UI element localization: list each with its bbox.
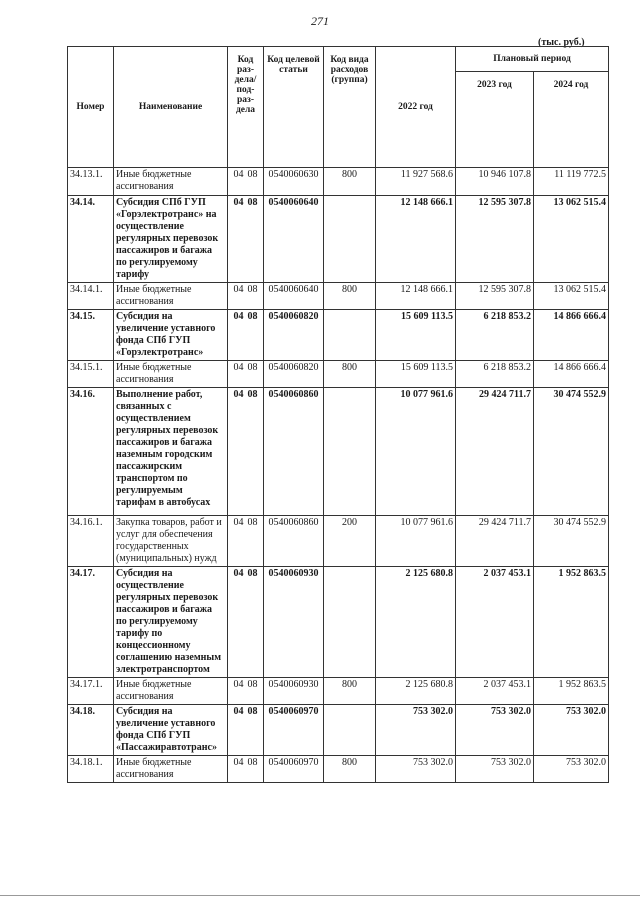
row-subsection: 08: [247, 169, 258, 180]
row-article-code: 0540060860: [264, 516, 324, 567]
row-value-2024: 30 474 552.9: [534, 388, 609, 516]
row-name: Субсидия на увеличение уставного фонда СПб ГУП «Горэлектротранс»: [114, 310, 228, 361]
row-name: Закупка товаров, работ и услуг для обеспечения государственных (муниципальных) нужд: [114, 516, 228, 567]
table-row: [68, 705, 609, 756]
row-subsection: 08: [247, 568, 258, 579]
row-article-code: 0540060630: [264, 168, 324, 196]
row-subsection: 08: [247, 197, 258, 208]
row-section: 04: [233, 679, 244, 690]
row-number: 34.17.: [68, 567, 114, 678]
row-name: Выполнение работ, связанных с осуществлением регулярных перевозок пассажиров и багажа наземным городским пассажирским транспортом по регулируемым тарифам в автобусах: [114, 388, 228, 516]
row-subsection: 08: [247, 517, 258, 528]
row-section-code: [228, 567, 264, 678]
row-value-2023: 2 037 453.1: [456, 678, 534, 705]
row-expense-type: [324, 196, 376, 283]
table-row: [68, 567, 609, 678]
row-value-2022: 753 302.0: [376, 705, 456, 756]
row-section: 04: [233, 389, 244, 400]
header-year-2022: 2022 год: [376, 47, 456, 168]
row-section: 04: [233, 362, 244, 373]
row-value-2024: 1 952 863.5: [534, 567, 609, 678]
row-section-code: [228, 361, 264, 388]
row-number: 34.18.: [68, 705, 114, 756]
table-row: [68, 756, 609, 783]
row-value-2024: 13 062 515.4: [534, 196, 609, 283]
row-section-code: [228, 196, 264, 283]
row-subsection: 08: [247, 757, 258, 768]
row-value-2022: 12 148 666.1: [376, 196, 456, 283]
row-value-2022: 2 125 680.8: [376, 567, 456, 678]
row-expense-type: 800: [324, 678, 376, 705]
row-value-2024: 1 952 863.5: [534, 678, 609, 705]
row-number: 34.18.1.: [68, 756, 114, 783]
row-value-2023: 10 946 107.8: [456, 168, 534, 196]
table-row: [68, 168, 609, 196]
row-subsection: 08: [247, 679, 258, 690]
row-article-code: 0540060930: [264, 678, 324, 705]
header-expense-type-code: Код вида расходов (группа): [324, 47, 376, 168]
row-value-2024: 753 302.0: [534, 756, 609, 783]
row-value-2024: 11 119 772.5: [534, 168, 609, 196]
row-value-2023: 6 218 853.2: [456, 361, 534, 388]
row-value-2023: 753 302.0: [456, 756, 534, 783]
row-article-code: 0540060970: [264, 705, 324, 756]
row-number: 34.16.: [68, 388, 114, 516]
row-subsection: 08: [247, 706, 258, 717]
row-expense-type: 800: [324, 283, 376, 310]
row-expense-type: 800: [324, 361, 376, 388]
row-name: Субсидия СПб ГУП «Горэлектротранс» на осуществление регулярных перевозок пассажиров и багажа по регулируемому тарифу: [114, 196, 228, 283]
row-expense-type: 800: [324, 756, 376, 783]
row-number: 34.15.1.: [68, 361, 114, 388]
row-subsection: 08: [247, 362, 258, 373]
row-article-code: 0540060970: [264, 756, 324, 783]
row-value-2022: 10 077 961.6: [376, 388, 456, 516]
row-subsection: 08: [247, 284, 258, 295]
row-name: Иные бюджетные ассигнования: [114, 361, 228, 388]
row-section-code: [228, 678, 264, 705]
row-section-code: [228, 310, 264, 361]
row-section: 04: [233, 197, 244, 208]
row-expense-type: [324, 705, 376, 756]
row-section-code: [228, 756, 264, 783]
header-article-code: Код целевой статьи: [264, 47, 324, 168]
table-row: [68, 283, 609, 310]
row-value-2024: 30 474 552.9: [534, 516, 609, 567]
row-value-2023: 29 424 711.7: [456, 516, 534, 567]
table-row: [68, 310, 609, 361]
row-value-2023: 12 595 307.8: [456, 283, 534, 310]
row-article-code: 0540060930: [264, 567, 324, 678]
row-expense-type: [324, 310, 376, 361]
row-value-2023: 12 595 307.8: [456, 196, 534, 283]
row-section: 04: [233, 757, 244, 768]
row-value-2022: 15 609 113.5: [376, 310, 456, 361]
row-value-2024: 13 062 515.4: [534, 283, 609, 310]
row-section: 04: [233, 568, 244, 579]
row-number: 34.14.: [68, 196, 114, 283]
row-value-2022: 11 927 568.6: [376, 168, 456, 196]
header-plan-period: Плановый период: [456, 47, 609, 72]
row-section-code: [228, 516, 264, 567]
row-section: 04: [233, 517, 244, 528]
row-value-2023: 29 424 711.7: [456, 388, 534, 516]
row-section: 04: [233, 311, 244, 322]
row-section-code: [228, 388, 264, 516]
header-number: Номер: [68, 47, 114, 168]
page-number: 271: [311, 14, 329, 28]
row-article-code: 0540060860: [264, 388, 324, 516]
row-value-2022: 15 609 113.5: [376, 361, 456, 388]
header-year-2023: 2023 год: [456, 72, 534, 168]
header-year-2024: 2024 год: [534, 72, 609, 168]
row-value-2023: 6 218 853.2: [456, 310, 534, 361]
row-section-code: [228, 283, 264, 310]
row-value-2022: 2 125 680.8: [376, 678, 456, 705]
units-label: (тыс. руб.): [538, 37, 585, 48]
row-number: 34.15.: [68, 310, 114, 361]
bottom-rule: [0, 895, 640, 896]
row-value-2023: 2 037 453.1: [456, 567, 534, 678]
row-expense-type: [324, 388, 376, 516]
table-row: [68, 678, 609, 705]
row-section-code: [228, 168, 264, 196]
row-value-2022: 753 302.0: [376, 756, 456, 783]
table-row: [68, 516, 609, 567]
row-name: Иные бюджетные ассигнования: [114, 678, 228, 705]
row-number: 34.14.1.: [68, 283, 114, 310]
row-value-2024: 14 866 666.4: [534, 310, 609, 361]
row-number: 34.13.1.: [68, 168, 114, 196]
row-expense-type: [324, 567, 376, 678]
row-article-code: 0540060820: [264, 361, 324, 388]
table-row: [68, 196, 609, 283]
row-number: 34.16.1.: [68, 516, 114, 567]
row-name: Иные бюджетные ассигнования: [114, 283, 228, 310]
table-row: [68, 361, 609, 388]
table-row: [68, 388, 609, 516]
row-section: 04: [233, 706, 244, 717]
budget-table: [67, 46, 609, 783]
row-section: 04: [233, 169, 244, 180]
row-number: 34.17.1.: [68, 678, 114, 705]
row-expense-type: 800: [324, 168, 376, 196]
row-article-code: 0540060820: [264, 310, 324, 361]
header-name: Наименование: [114, 47, 228, 168]
row-name: Субсидия на увеличение уставного фонда СПб ГУП «Пассажиравтотранс»: [114, 705, 228, 756]
row-section: 04: [233, 284, 244, 295]
row-subsection: 08: [247, 311, 258, 322]
header-section-code: Код раз-дела/ под-раз-дела: [228, 47, 264, 168]
row-name: Иные бюджетные ассигнования: [114, 756, 228, 783]
row-subsection: 08: [247, 389, 258, 400]
row-value-2022: 10 077 961.6: [376, 516, 456, 567]
row-article-code: 0540060640: [264, 196, 324, 283]
row-expense-type: 200: [324, 516, 376, 567]
row-article-code: 0540060640: [264, 283, 324, 310]
row-name: Субсидия на осуществление регулярных перевозок пассажиров и багажа по регулируемому тарифу по концессионному соглашению наземным электротранспортом: [114, 567, 228, 678]
row-name: Иные бюджетные ассигнования: [114, 168, 228, 196]
row-value-2024: 14 866 666.4: [534, 361, 609, 388]
row-section-code: [228, 705, 264, 756]
row-value-2023: 753 302.0: [456, 705, 534, 756]
row-value-2022: 12 148 666.1: [376, 283, 456, 310]
row-value-2024: 753 302.0: [534, 705, 609, 756]
